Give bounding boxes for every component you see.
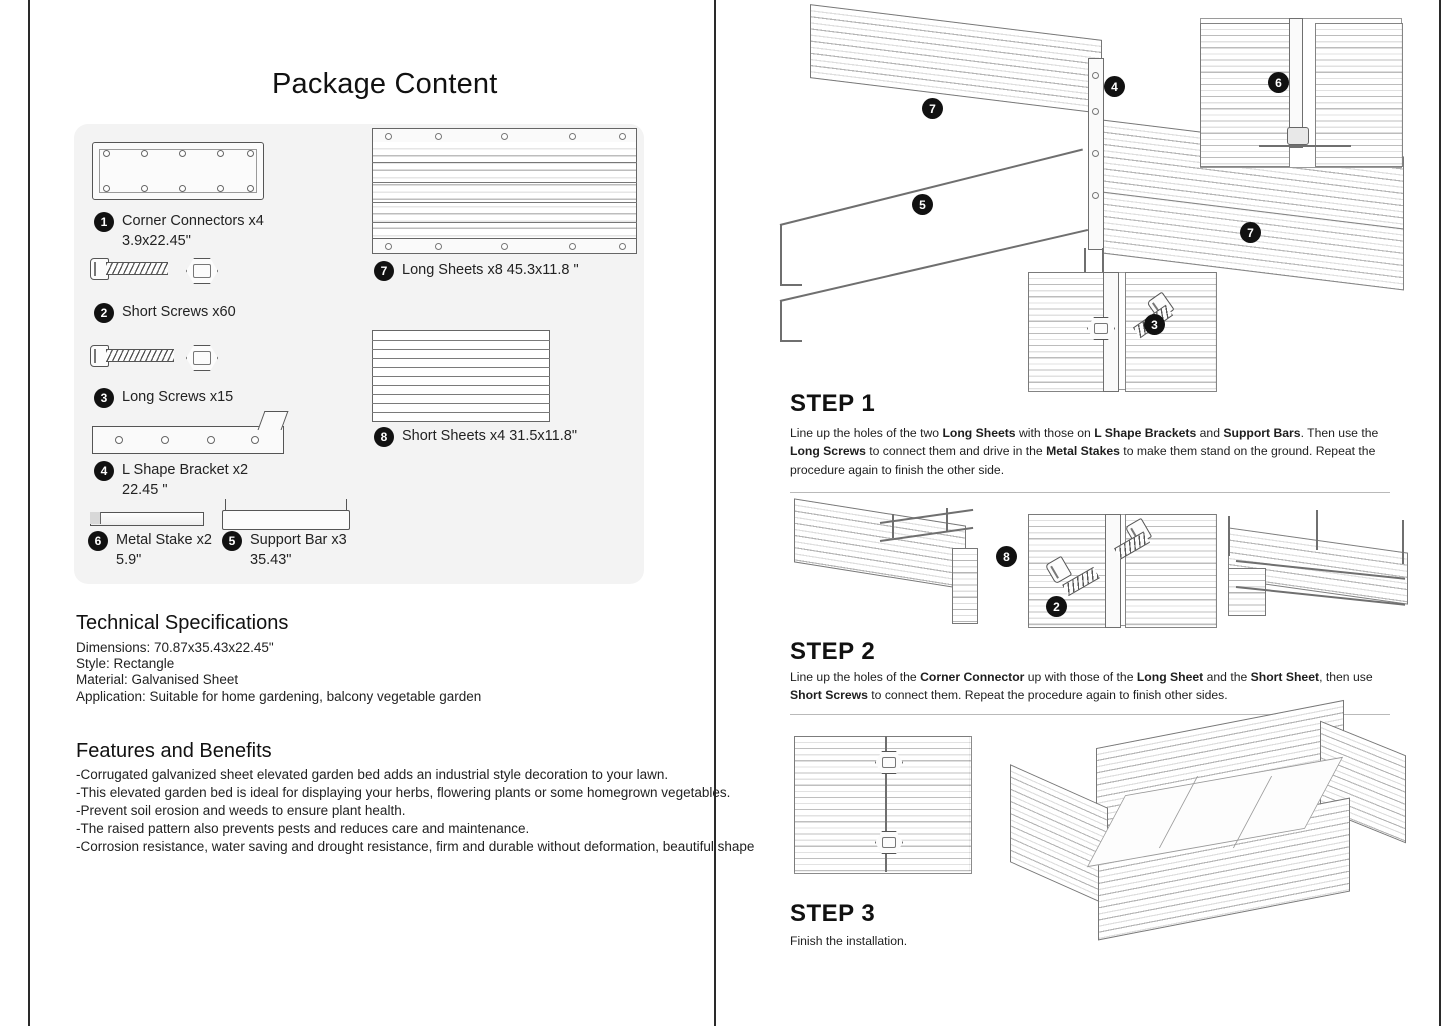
tech-line: Material: Galvanised Sheet [76, 672, 239, 687]
feature-line: -This elevated garden bed is ideal for displaying your herbs, flowering plants or some homegrown vegetables. [76, 785, 731, 800]
part-number-badge: 3 [94, 388, 114, 408]
part-sublabel: 5.9" [116, 551, 142, 568]
garden-bed-3d [1002, 724, 1402, 956]
part-number-badge: 8 [374, 427, 394, 447]
tech-line: Application: Suitable for home gardening, balcony vegetable garden [76, 689, 482, 704]
part-number-badge: 4 [94, 461, 114, 481]
part-number-badge: 1 [94, 212, 114, 232]
feature-line: -Corrugated galvanized sheet elevated garden bed adds an industrial style decoration to your lawn. [76, 767, 669, 782]
part-item-7 [374, 261, 579, 281]
callout-long-screw [1028, 272, 1216, 390]
step-1-title: STEP 1 [790, 390, 876, 417]
part-item-3 [94, 388, 233, 408]
tech-line: Dimensions: 70.87x35.43x22.45" [76, 640, 274, 655]
right-page [716, 0, 1445, 1026]
step-1-separator [790, 492, 1390, 493]
callout-badge-7-top: 7 [922, 98, 943, 119]
part-item-5 [222, 531, 382, 570]
feature-line: -The raised pattern also prevents pests and reduces care and maintenance. [76, 821, 530, 836]
l-shape-bracket-illustration [92, 426, 284, 454]
callout-badge-2: 2 [1046, 596, 1067, 617]
part-item-2 [94, 303, 236, 323]
part-item-8 [374, 427, 577, 447]
part-item-6 [88, 531, 218, 570]
technical-specifications-heading: Technical Specifications [76, 612, 289, 634]
part-number-badge: 7 [374, 261, 394, 281]
step-3-text: Finish the installation. [790, 934, 908, 948]
part-label: Long Sheets x8 45.3x11.8 " [402, 262, 579, 278]
features-benefits-heading: Features and Benefits [76, 740, 272, 762]
metal-stake-illustration [90, 512, 204, 526]
callout-badge-7-right: 7 [1240, 222, 1261, 243]
callout-badge-8: 8 [996, 546, 1017, 567]
part-sublabel: 3.9x22.45" [122, 232, 191, 249]
part-label: Short Sheets x4 31.5x11.8" [402, 428, 577, 444]
part-number-badge: 2 [94, 303, 114, 323]
part-item-4 [94, 461, 294, 500]
step-2-title: STEP 2 [790, 638, 876, 665]
step-3-title: STEP 3 [790, 900, 876, 927]
part-number-badge: 5 [222, 531, 242, 551]
part-sublabel: 22.45 " [122, 481, 168, 498]
step-2-text: Line up the holes of the Corner Connector up with those of the Long Sheet and the Short Sheet, then use Short Screws to connect them. Repeat the procedure again to finish other sides. [790, 670, 1373, 703]
feature-line: -Prevent soil erosion and weeds to ensure plant health. [76, 803, 406, 818]
part-label: Metal Stake x2 [116, 532, 212, 548]
part-label: L Shape Bracket x2 [122, 462, 249, 478]
callout-badge-3: 3 [1144, 314, 1165, 335]
long-sheet-illustration [372, 128, 637, 258]
right-page-border [1439, 0, 1441, 1026]
part-item-1 [94, 212, 344, 251]
part-sublabel: 35.43" [250, 551, 292, 568]
package-content-title: Package Content [272, 68, 498, 100]
callout-badge-4: 4 [1104, 76, 1125, 97]
feature-line: -Corrosion resistance, water saving and drought resistance, firm and durable without deformation, beautiful shape [76, 839, 755, 854]
part-label: Corner Connectors x4 [122, 213, 264, 229]
support-bar-illustration [222, 510, 350, 530]
short-sheet-illustration [372, 330, 550, 422]
part-label: Short Screws x60 [122, 304, 236, 320]
part-number-badge: 6 [88, 531, 108, 551]
part-label: Long Screws x15 [122, 389, 234, 405]
tech-line: Style: Rectangle [76, 656, 175, 671]
callout-badge-5: 5 [912, 194, 933, 215]
step-1-text: Line up the holes of the two Long Sheets with those on L Shape Brackets and Support Bars. Then use the Long Screws to connect them and drive in the Metal Stakes to make them stand on the ground. Repeat the procedure again to finish the other side. [790, 426, 1379, 477]
part-label: Support Bar x3 [250, 532, 347, 548]
callout-metal-stake [1200, 18, 1402, 168]
corner-connector-illustration [92, 142, 264, 200]
callout-badge-6: 6 [1268, 72, 1289, 93]
left-page-border [28, 0, 30, 1026]
callout-corner-assembly [794, 736, 970, 872]
